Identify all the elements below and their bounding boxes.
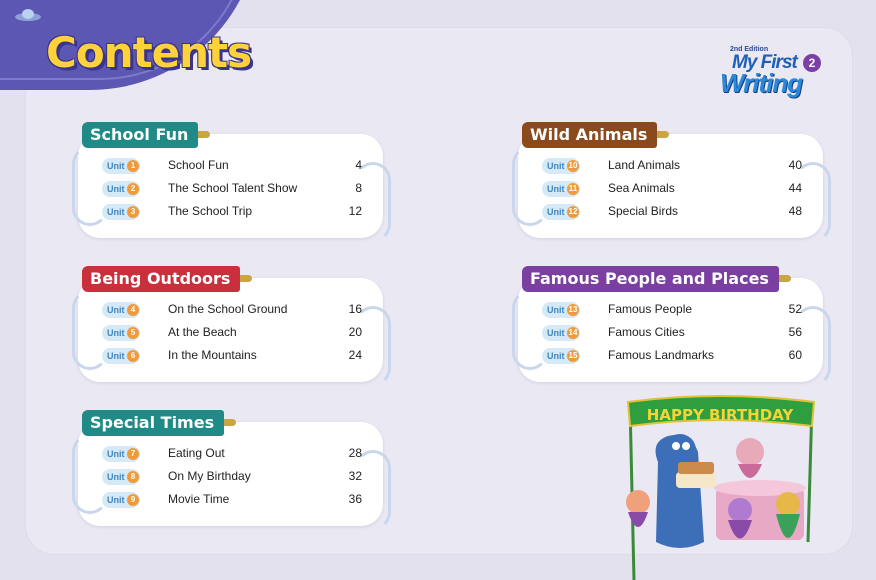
unit-badge	[542, 302, 580, 318]
section-special-times	[78, 414, 383, 526]
pencil-tip	[198, 131, 210, 138]
banner-text: HAPPY BIRTHDAY	[646, 406, 794, 424]
section-title	[522, 122, 657, 148]
unit-label: Unit	[107, 472, 125, 482]
table-row[interactable]	[102, 444, 362, 467]
unit-label: Unit	[547, 161, 565, 171]
unit-title: In the Mountains	[168, 348, 257, 362]
unit-number: 6	[127, 350, 139, 362]
unit-title: Land Animals	[608, 158, 681, 172]
unit-number: 1	[127, 160, 139, 172]
page-number: 52	[788, 302, 802, 316]
page-number: 60	[788, 348, 802, 362]
unit-number: 11	[568, 184, 578, 193]
unit-number: 2	[127, 183, 139, 195]
table-row[interactable]	[102, 156, 362, 179]
unit-number: 8	[127, 471, 139, 483]
section-title	[82, 266, 240, 292]
section-school-fun	[78, 126, 383, 238]
pencil-tip	[224, 419, 236, 426]
table-row[interactable]	[542, 179, 802, 202]
unit-badge	[102, 348, 140, 364]
unit-label: Unit	[107, 351, 125, 361]
logo-number: 2	[803, 54, 821, 72]
table-row[interactable]	[102, 346, 362, 369]
unit-badge	[542, 204, 580, 220]
unit-title: Movie Time	[168, 492, 230, 506]
logo-line2: Writing	[720, 68, 803, 98]
unit-label: Unit	[107, 207, 125, 217]
section-title	[82, 410, 224, 436]
page-number: 44	[788, 181, 802, 195]
table-row[interactable]	[102, 490, 362, 513]
unit-label: Unit	[107, 184, 125, 194]
unit-label: Unit	[547, 328, 565, 338]
unit-list	[102, 300, 362, 369]
unit-title: Famous People	[608, 302, 693, 316]
logo-line1: My First	[732, 52, 797, 73]
page-number: 56	[788, 325, 802, 339]
page-number: 8	[355, 181, 362, 195]
table-row[interactable]	[542, 156, 802, 179]
table-row[interactable]	[542, 323, 802, 346]
page-number: 12	[348, 204, 362, 218]
unit-title: School Fun	[168, 158, 229, 172]
unit-number: 10	[568, 161, 578, 170]
unit-badge	[102, 181, 140, 197]
table-row[interactable]	[102, 300, 362, 323]
table-row[interactable]	[102, 323, 362, 346]
unit-title: At the Beach	[168, 325, 237, 339]
unit-title: The School Trip	[168, 204, 253, 218]
unit-badge	[102, 492, 140, 508]
unit-list	[102, 156, 362, 225]
unit-badge	[102, 158, 140, 174]
page-number: 28	[348, 446, 362, 460]
unit-list	[542, 300, 802, 369]
unit-title: The School Talent Show	[168, 181, 298, 195]
unit-title: Famous Landmarks	[608, 348, 715, 362]
unit-number: 3	[127, 206, 139, 218]
table-row[interactable]	[102, 179, 362, 202]
unit-label: Unit	[107, 161, 125, 171]
unit-badge	[542, 325, 580, 341]
page-number: 40	[788, 158, 802, 172]
section-title-text: Being Outdoors	[90, 269, 231, 288]
unit-label: Unit	[547, 305, 565, 315]
pencil-tip	[240, 275, 252, 282]
pencil-tip	[657, 131, 669, 138]
section-title-text: Special Times	[90, 413, 215, 432]
page-number: 4	[355, 158, 362, 172]
page-number: 32	[348, 469, 362, 483]
unit-badge	[542, 348, 580, 364]
unit-badge	[102, 204, 140, 220]
table-row[interactable]	[542, 202, 802, 225]
unit-number: 5	[127, 327, 139, 339]
logo-edition: 2nd Edition	[730, 46, 769, 53]
unit-label: Unit	[547, 351, 565, 361]
section-wild-animals	[518, 126, 823, 238]
section-title	[82, 122, 198, 148]
unit-badge	[102, 325, 140, 341]
page-number: 20	[348, 325, 362, 339]
unit-label: Unit	[107, 305, 125, 315]
unit-number: 4	[127, 304, 139, 316]
section-being-outdoors	[78, 270, 383, 382]
section-title-text: Famous People and Places	[530, 269, 769, 288]
unit-badge	[542, 158, 580, 174]
birthday-illustration	[620, 392, 820, 580]
unit-label: Unit	[547, 207, 565, 217]
unit-label: Unit	[107, 495, 125, 505]
unit-label: Unit	[107, 328, 125, 338]
table-row[interactable]	[102, 467, 362, 490]
unit-number: 14	[568, 328, 578, 337]
unit-list	[542, 156, 802, 225]
ufo-icon	[14, 8, 42, 22]
unit-number: 13	[568, 305, 578, 314]
page-number: 36	[348, 492, 362, 506]
unit-list	[102, 444, 362, 513]
unit-badge	[542, 181, 580, 197]
unit-title: Special Birds	[608, 204, 679, 218]
pencil-tip	[779, 275, 791, 282]
unit-number: 7	[127, 448, 139, 460]
unit-title: Sea Animals	[608, 181, 675, 195]
unit-number: 12	[568, 207, 578, 216]
unit-label: Unit	[547, 184, 565, 194]
table-row[interactable]	[102, 202, 362, 225]
section-title-text: School Fun	[90, 125, 189, 144]
unit-title: Eating Out	[168, 446, 225, 460]
page-number: 24	[348, 348, 362, 362]
unit-title: Famous Cities	[608, 325, 685, 339]
unit-badge	[102, 302, 140, 318]
book-logo	[718, 46, 828, 106]
table-row[interactable]	[542, 300, 802, 323]
table-row[interactable]	[542, 346, 802, 369]
page-number: 48	[788, 204, 802, 218]
unit-label: Unit	[107, 449, 125, 459]
unit-badge	[102, 469, 140, 485]
page-number: 16	[348, 302, 362, 316]
section-title-text: Wild Animals	[530, 125, 648, 144]
unit-badge	[102, 446, 140, 462]
section-title	[522, 266, 779, 292]
unit-title: On My Birthday	[168, 469, 251, 483]
section-famous-people-places	[518, 270, 823, 382]
page-title: Contents	[46, 28, 252, 77]
unit-title: On the School Ground	[168, 302, 288, 316]
unit-number: 15	[568, 351, 578, 360]
unit-number: 9	[127, 494, 139, 506]
